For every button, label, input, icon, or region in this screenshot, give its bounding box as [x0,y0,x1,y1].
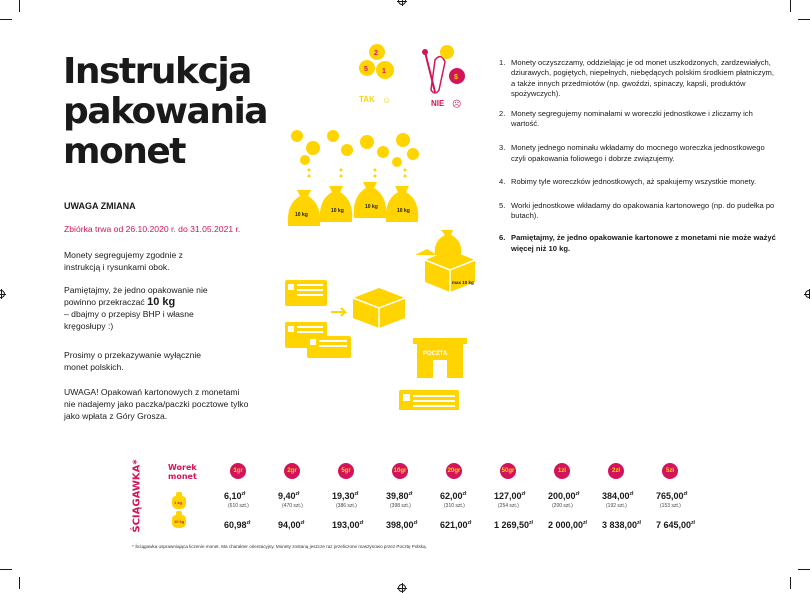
bag-weight-label: 10 kg [295,212,308,218]
crop-mark [798,569,810,570]
bag-10kg-icon: 10 kg [172,515,186,528]
svg-text:2: 2 [374,50,378,57]
box-weight-label: max 10 kg [452,280,474,285]
bag-10kg-value: $398,00^{zł}$ [386,520,418,530]
step-item: 2. Monety segregujemy nominałami w woreczki jednostkowe i zliczamy ich wartość. [499,108,753,129]
svg-text:1: 1 [382,68,386,75]
poczta-label: POCZTA [423,351,448,357]
notice-paragraph-weight [64,284,219,332]
coin-icon: 2gr [284,463,300,479]
packing-illustration [285,30,495,410]
step-item: 5. Worki jednostkowe wkładamy do opakowania kartonowego (np. do pudełka po butach). [499,200,775,221]
bag-10kg-value: $193,00^{zł}$ [332,520,364,530]
bag-1kg-value: $19,30^{zł}$ [332,491,359,501]
bag-1kg-value: $200,00^{zł}$ [548,491,580,501]
legend-column [548,463,604,533]
coin-icon: 5gr [338,463,354,479]
legend-column [602,463,658,533]
notice-heading: UWAGA ZMIANA [64,201,136,211]
coin-icon: 10gr [392,463,408,479]
legend-column [386,463,442,533]
step-item: 4. Robimy tyle woreczków jednostkowych, aż spakujemy wszystkie monety. [499,177,757,187]
legend-column [224,463,280,533]
coin-count: (398 szt.) [390,503,411,509]
coin-cheat-sheet [130,460,710,535]
bag-1kg-value: $39,80^{zł}$ [386,491,413,501]
bag-10kg-value: 3 $838,00^{zł}$ [602,520,641,530]
crop-mark [790,0,791,12]
dots [308,169,407,178]
good-coins-icon [359,44,394,79]
coin-icon: 20gr [446,463,462,479]
bag-1kg-value: $765,00^{zł}$ [656,491,688,501]
coin-count: (254 szt.) [498,503,519,509]
coin-count: (610 szt.) [228,503,249,509]
bag-1kg-value: $127,00^{zł}$ [494,491,526,501]
svg-text:10 kg: 10 kg [397,208,410,214]
crop-mark [0,569,12,570]
legend-column [656,463,712,533]
bag-10kg-value: 7 $645,00^{zł}$ [656,520,695,530]
step-item: 6. Pamiętajmy, że jedno opakowanie kartonowe z monetami nie może ważyć więcej niż 10 kg. [499,233,776,253]
notice-paragraph: Prosimy o przekazywanie wyłącznie monet polskich. [64,350,202,372]
forms-icon [285,280,351,358]
arrow-icon [331,308,345,316]
crop-mark [19,0,20,12]
parcel-icon [353,288,405,328]
svg-text:5: 5 [364,66,368,73]
registration-mark-icon [398,0,406,5]
collection-period: Zbiórka trwa od 26.10.2020 r. do 31.05.2021 r. [64,224,241,234]
weight-text-before: Pamiętajmy, że jedno opakowanie nie powinno przekraczać [64,285,208,307]
bag-1kg-value: $9,40^{zł}$ [278,491,300,501]
frown-icon: ☹ [452,99,462,109]
legend-column [278,463,334,533]
bag-1kg-value: $62,00^{zł}$ [440,491,467,501]
coin-count: (386 szt.) [336,503,357,509]
tak-label: TAK [359,95,375,104]
weight-text-after: – dbajmy o przepisy BHP i własne kręgosłupy :) [64,309,194,331]
registration-mark-icon [398,584,406,592]
page-title: Instrukcja pakowania monet [63,51,268,172]
step-item: 3. Monety jednego nominału wkładamy do mocnego woreczka jednostkowego czyli opakowania foliowego i dobrze związujemy. [499,143,765,163]
bad-items-icon [422,45,465,93]
bag-1kg-value: $384,00^{zł}$ [602,491,634,501]
registration-mark-icon [805,290,810,298]
coin-bags-icon [288,182,419,226]
coin-count: (200 szt.) [552,503,573,509]
bag-1kg-icon: 1 kg [172,496,186,509]
post-office-icon [413,338,467,378]
instruction-steps [497,58,777,263]
coin-icon: 1gr [230,463,246,479]
cheat-sheet-label: ŚCIĄGAWKA* [131,459,143,533]
bag-1kg-value: $6,10^{zł}$ [224,491,246,501]
crop-mark [19,577,20,589]
bag-10kg-value: 2 $000,00^{zł}$ [548,520,587,530]
worek-monet-label: Worek monet [168,463,197,481]
footnote: * Ściągawka usprawniająca liczenie monet. Ma charakter orientacyjny. Monety zostaną jeszcze raz przeliczone maszynowo przez Pocztę Polską. [132,544,427,549]
coin-count: (192 szt.) [606,503,627,509]
bag-10kg-value: $94,00^{zł}$ [278,520,305,530]
notice-paragraph: Monety segregujemy zgodnie z instrukcją i rysunkami obok. [64,250,183,272]
payment-form-icon [399,390,459,410]
crop-mark [790,577,791,589]
bag-10kg-value: 1 $269,50^{zł}$ [494,520,533,530]
box-with-bags-icon [415,230,475,292]
nie-label: NIE [431,99,445,108]
bag-10kg-value: $621,00^{zł}$ [440,520,472,530]
svg-text:10 kg: 10 kg [365,204,378,210]
weight-limit: 10 kg [147,296,176,308]
crop-mark [798,19,810,20]
legend-column [440,463,496,533]
step-item: 1. Monety oczyszczamy, oddzielając je od monet uszkodzonych, zardzewiałych, dziurawych, pogiętych, niepełnych, niebędących polskim środkiem płatniczym, a także innych przedmiotów (np. gwoździ, spinaczy, kapsli, produktów spożywczych). [499,58,774,99]
coin-count: (310 szt.) [444,503,465,509]
coin-icon: 5zł [662,463,678,479]
coin-icon: 50gr [500,463,516,479]
coin-count: (153 szt.) [660,503,681,509]
coin-count: (470 szt.) [282,503,303,509]
coin-icon: 2zł [608,463,624,479]
bag-10kg-value: $60,98^{zł}$ [224,520,251,530]
svg-text:10 kg: 10 kg [331,208,344,214]
legend-column [494,463,550,533]
smile-icon: ☺ [382,95,392,105]
coin-icon: 1zł [554,463,570,479]
notice-paragraph: UWAGA! Opakowań kartonowych z monetami nie nadajemy jako paczka/paczki pocztowe tylko jako wpłata z Góry Grosza. [64,387,249,421]
legend-column [332,463,388,533]
crop-mark [0,19,12,20]
falling-coins-icon [291,130,419,167]
svg-text:$: $ [454,74,458,81]
registration-mark-icon [0,290,5,298]
